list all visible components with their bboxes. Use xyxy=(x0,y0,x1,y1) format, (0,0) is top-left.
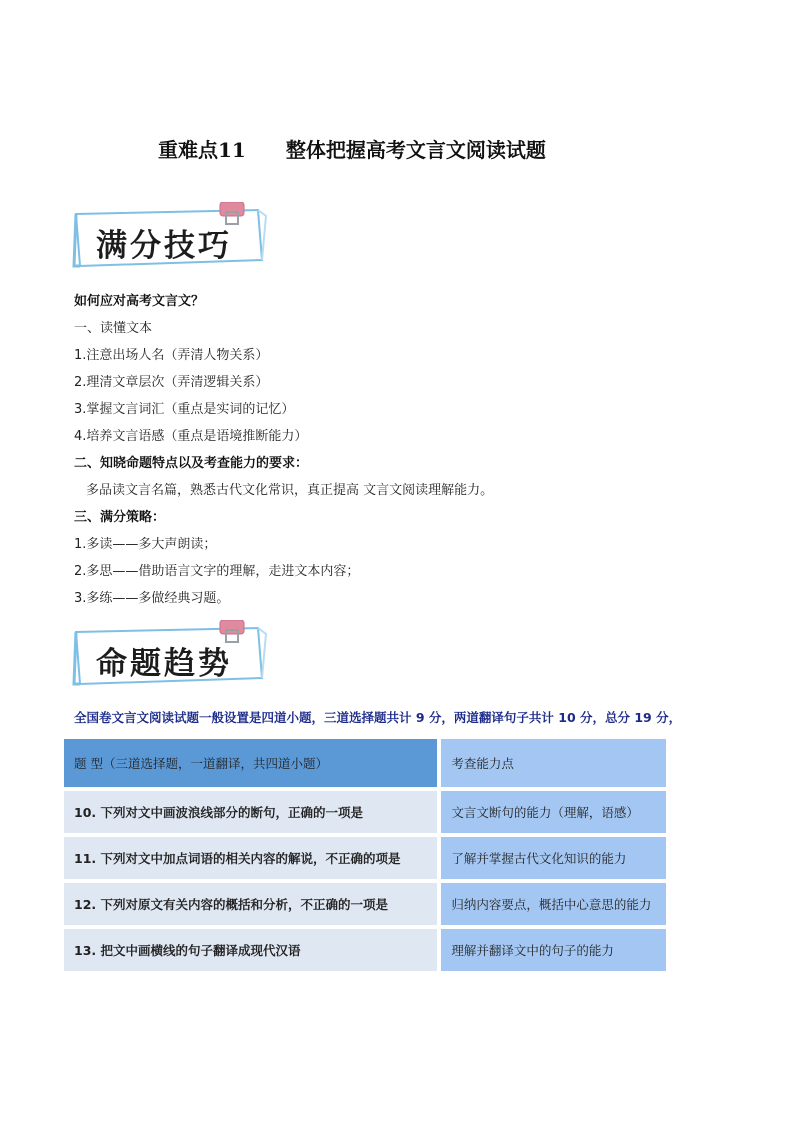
ability-cell: 归纳内容要点，概括中心意思的能力 xyxy=(437,883,666,925)
tips-line: 2.理清文章层次（弄清逻辑关系） xyxy=(74,375,269,390)
ability-cell: 了解并掌握古代文化知识的能力 xyxy=(437,837,666,879)
trend-summary: 全国卷文言文阅读试题一般设置是四道小题，三道选择题共计 9 分，两道翻译句子共计 10 分，总分 19 分， xyxy=(74,710,682,725)
table-row xyxy=(64,883,666,925)
banner-trend-label: 命题趋势 xyxy=(96,646,232,682)
tips-line: 1.多读——多大声朗读； xyxy=(74,537,217,552)
table-row xyxy=(64,791,666,833)
question-cell: 13. 把文中画横线的句子翻译成现代汉语 xyxy=(64,929,437,971)
question-cell: 10. 下列对文中画波浪线部分的断句，正确的一项是 xyxy=(64,791,437,833)
banner-tips-label: 满分技巧 xyxy=(96,228,232,264)
tips-line: 1.注意出场人名（弄清人物关系） xyxy=(74,348,269,363)
header-ability: 考查能力点 xyxy=(437,739,666,787)
header-question-type: 题 型（三道选择题，一道翻译，共四道小题） xyxy=(64,739,437,787)
tips-content xyxy=(74,288,734,612)
banner-tips xyxy=(70,202,270,272)
tips-line: 多品读文言名篇，熟悉古代文化常识，真正提高 文言文阅读理解能力。 xyxy=(86,483,494,498)
page-title: 重难点11 整体把握高考文言文阅读试题 xyxy=(158,138,546,162)
tips-line: 三、满分策略： xyxy=(74,510,166,525)
tips-line: 一、读懂文本 xyxy=(74,321,153,336)
tips-line: 二、知晓命题特点以及考查能力的要求： xyxy=(74,456,309,471)
tips-line: 3.掌握文言词汇（重点是实词的记忆） xyxy=(74,402,295,417)
tips-line: 3.多练——多做经典习题。 xyxy=(74,591,230,606)
tips-line: 2.多思——借助语言文字的理解，走进文本内容； xyxy=(74,564,360,579)
tips-line: 如何应对高考文言文？ xyxy=(74,294,205,309)
table-row xyxy=(64,929,666,971)
question-cell: 11. 下列对文中加点词语的相关内容的解说，不正确的项是 xyxy=(64,837,437,879)
banner-trend xyxy=(70,620,270,690)
ability-cell: 理解并翻译文中的句子的能力 xyxy=(437,929,666,971)
table-row xyxy=(64,837,666,879)
question-type-table xyxy=(64,735,666,975)
tips-line: 4.培养文言语感（重点是语境推断能力） xyxy=(74,429,308,444)
question-cell: 12. 下列对原文有关内容的概括和分析，不正确的一项是 xyxy=(64,883,437,925)
ability-cell: 文言文断句的能力（理解，语感） xyxy=(437,791,666,833)
table-header-row xyxy=(64,739,666,787)
